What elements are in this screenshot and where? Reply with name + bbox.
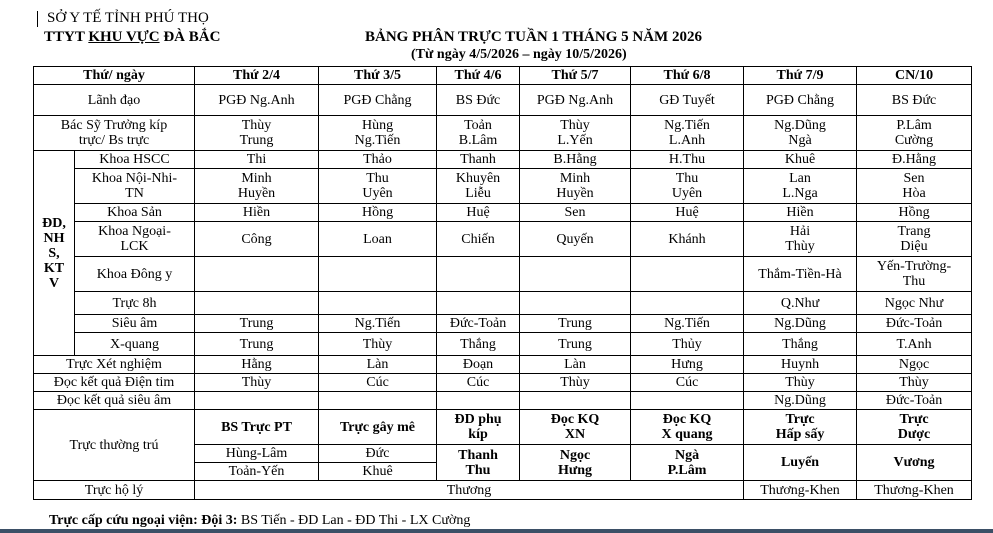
table-cell: Vương [857, 445, 972, 481]
day-header: CN/10 [857, 67, 972, 85]
table-cell: Thùy [857, 374, 972, 392]
table-cell: Hiền [195, 204, 319, 222]
table-cell: Loan [319, 222, 437, 257]
noi-row [34, 169, 972, 204]
corner-header: Thứ/ ngày [34, 67, 195, 85]
table-cell: Ngọc [857, 356, 972, 374]
table-cell: Khuyên Liễu [437, 169, 520, 204]
xetnghiem-row [34, 356, 972, 374]
table-cell: Thương [195, 481, 744, 500]
sub-header: Đọc KQ X quang [631, 410, 744, 445]
table-cell: Yến-Trường- Thu [857, 257, 972, 292]
table-cell: Đoạn [437, 356, 520, 374]
org-name: SỞ Y TẾ TỈNH PHÚ THỌ [47, 10, 209, 26]
table-cell [437, 392, 520, 410]
table-cell: Khuê [744, 151, 857, 169]
table-cell: Hằng [195, 356, 319, 374]
table-cell: Lan L.Nga [744, 169, 857, 204]
table-cell: Huệ [631, 204, 744, 222]
table-cell: Thanh Thu [437, 445, 520, 481]
table-cell: Thắm-Tiền-Hà [744, 257, 857, 292]
day-header: Thứ 3/5 [319, 67, 437, 85]
table-cell: Làn [520, 356, 631, 374]
table-cell [195, 257, 319, 292]
table-cell: Luyến [744, 445, 857, 481]
table-cell [631, 292, 744, 315]
table-cell: B.Hằng [520, 151, 631, 169]
table-cell: Hùng Ng.Tiến [319, 116, 437, 151]
row-label: Khoa Ngoại- LCK [75, 222, 195, 257]
table-cell: Thùy [195, 374, 319, 392]
table-cell: P.Lâm Cường [857, 116, 972, 151]
table-cell: Cúc [437, 374, 520, 392]
table-cell: Khuê [319, 463, 437, 481]
table-cell [520, 257, 631, 292]
table-cell: Cúc [319, 374, 437, 392]
day-header: Thứ 4/6 [437, 67, 520, 85]
table-cell: Quyến [520, 222, 631, 257]
table-cell: Thắng [744, 333, 857, 356]
table-cell: Đức-Toản [437, 315, 520, 333]
table-cell: Thảo [319, 151, 437, 169]
table-cell [319, 257, 437, 292]
table-cell: Thùy [744, 374, 857, 392]
table-cell: Thủy [631, 333, 744, 356]
thuongtru-head-row [34, 410, 972, 445]
table-cell: Đ.Hằng [857, 151, 972, 169]
table-cell: BS Đức [437, 85, 520, 116]
row-label: Khoa Đông y [75, 257, 195, 292]
table-cell: Minh Huyền [520, 169, 631, 204]
table-cell: PGĐ Ng.Anh [520, 85, 631, 116]
day-header: Thứ 6/8 [631, 67, 744, 85]
table-cell: Chiến [437, 222, 520, 257]
leadership-row [34, 85, 972, 116]
table-cell [520, 392, 631, 410]
table-cell: Thùy [520, 374, 631, 392]
row-label: X-quang [75, 333, 195, 356]
window-bottom-edge [0, 529, 993, 533]
table-cell: Q.Như [744, 292, 857, 315]
table-cell: Ng.Tiến [319, 315, 437, 333]
row-label: Siêu âm [75, 315, 195, 333]
table-cell: Trung [520, 315, 631, 333]
table-cell [520, 292, 631, 315]
table-cell [631, 257, 744, 292]
ngoai-row [34, 222, 972, 257]
emergency-team-note: Trực cấp cứu ngoại viện: Đội 3: BS Tiến - ĐD Lan - ĐD Thi - LX Cường [49, 513, 471, 528]
doctor-row [34, 116, 972, 151]
table-cell [437, 292, 520, 315]
table-cell: Thu Uyên [319, 169, 437, 204]
row-label: Bác Sỹ Trưởng kíp trực/ Bs trực [34, 116, 195, 151]
table-cell: Làn [319, 356, 437, 374]
table-cell: Công [195, 222, 319, 257]
table-cell: Thùy [319, 333, 437, 356]
row-label: Trực 8h [75, 292, 195, 315]
table-cell: Toản B.Lâm [437, 116, 520, 151]
table-cell: Hải Thùy [744, 222, 857, 257]
sub-header: ĐD phụ kíp [437, 410, 520, 445]
dongy-row [34, 257, 972, 292]
table-cell: Hưng [631, 356, 744, 374]
sub-header: Trực Dược [857, 410, 972, 445]
table-cell: GĐ Tuyết [631, 85, 744, 116]
truc8h-row [34, 292, 972, 315]
sub-header: BS Trực PT [195, 410, 319, 445]
table-cell: Hùng-Lâm [195, 445, 319, 463]
table-cell: PGĐ Ng.Anh [195, 85, 319, 116]
table-cell: Hồng [319, 204, 437, 222]
row-label: Đọc kết quả Điện tim [34, 374, 195, 392]
table-cell [195, 392, 319, 410]
sub-header: Trực gây mê [319, 410, 437, 445]
table-cell: Ngọc Như [857, 292, 972, 315]
page-title: BẢNG PHÂN TRỰC TUẦN 1 THÁNG 5 NĂM 2026 [365, 29, 702, 45]
hscc-row [34, 151, 972, 169]
sub-header: Trực Hấp sấy [744, 410, 857, 445]
facility-name: TTYT KHU VỰC ĐÀ BẮC [44, 29, 221, 45]
table-cell [319, 392, 437, 410]
table-cell: Toản-Yến [195, 463, 319, 481]
table-cell: Trang Diệu [857, 222, 972, 257]
table-cell: Hiền [744, 204, 857, 222]
table-cell: Thi [195, 151, 319, 169]
day-header: Thứ 2/4 [195, 67, 319, 85]
row-label: Trực thường trú [34, 410, 195, 481]
sub-header: Đọc KQ XN [520, 410, 631, 445]
date-range: (Từ ngày 4/5/2026 – ngày 10/5/2026) [411, 47, 627, 62]
table-cell: PGĐ Chằng [744, 85, 857, 116]
table-cell: Ng.Dũng [744, 392, 857, 410]
table-cell: Thương-Khen [857, 481, 972, 500]
staff-group-label: ĐD, NH S, KT V [34, 151, 75, 356]
table-cell: Đức [319, 445, 437, 463]
table-cell: Hồng [857, 204, 972, 222]
table-cell: PGĐ Chằng [319, 85, 437, 116]
table-cell: Huynh [744, 356, 857, 374]
table-cell: Thùy Trung [195, 116, 319, 151]
table-cell: Ngọc Hưng [520, 445, 631, 481]
row-label: Khoa Sản [75, 204, 195, 222]
table-cell [319, 292, 437, 315]
dientim-row [34, 374, 972, 392]
day-header: Thứ 5/7 [520, 67, 631, 85]
table-cell: Khánh [631, 222, 744, 257]
table-cell: Ng.Dũng [744, 315, 857, 333]
table-cell: Trung [195, 315, 319, 333]
table-cell: Đức-Toản [857, 392, 972, 410]
xquang-row [34, 333, 972, 356]
table-cell: Thắng [437, 333, 520, 356]
duty-roster-table [33, 66, 972, 500]
table-cell: Huệ [437, 204, 520, 222]
row-label: Khoa HSCC [75, 151, 195, 169]
table-cell: Ng.Dũng Ngà [744, 116, 857, 151]
table-cell [195, 292, 319, 315]
table-cell: Thu Uyên [631, 169, 744, 204]
table-cell: Trung [520, 333, 631, 356]
row-label: Lãnh đạo [34, 85, 195, 116]
table-cell: Sen Hòa [857, 169, 972, 204]
table-cell: T.Anh [857, 333, 972, 356]
day-header-row [34, 67, 972, 85]
table-cell: Minh Huyền [195, 169, 319, 204]
sieuam-result-row [34, 392, 972, 410]
table-cell: Cúc [631, 374, 744, 392]
table-cell: Ng.Tiến [631, 315, 744, 333]
table-cell: H.Thu [631, 151, 744, 169]
table-cell [631, 392, 744, 410]
table-cell: Sen [520, 204, 631, 222]
row-label: Đọc kết quả siêu âm [34, 392, 195, 410]
table-cell: Đức-Toản [857, 315, 972, 333]
table-cell: BS Đức [857, 85, 972, 116]
sieuam-row [34, 315, 972, 333]
table-cell: Thùy L.Yến [520, 116, 631, 151]
table-cell: Thương-Khen [744, 481, 857, 500]
san-row [34, 204, 972, 222]
table-cell: Ng.Tiến L.Anh [631, 116, 744, 151]
table-cell: Thanh [437, 151, 520, 169]
row-label: Trực hộ lý [34, 481, 195, 500]
table-cell: Trung [195, 333, 319, 356]
row-label: Trực Xét nghiệm [34, 356, 195, 374]
holy-row [34, 481, 972, 500]
table-cell: Ngà P.Lâm [631, 445, 744, 481]
margin-line [37, 11, 38, 27]
row-label: Khoa Nội-Nhi- TN [75, 169, 195, 204]
day-header: Thứ 7/9 [744, 67, 857, 85]
table-cell [437, 257, 520, 292]
